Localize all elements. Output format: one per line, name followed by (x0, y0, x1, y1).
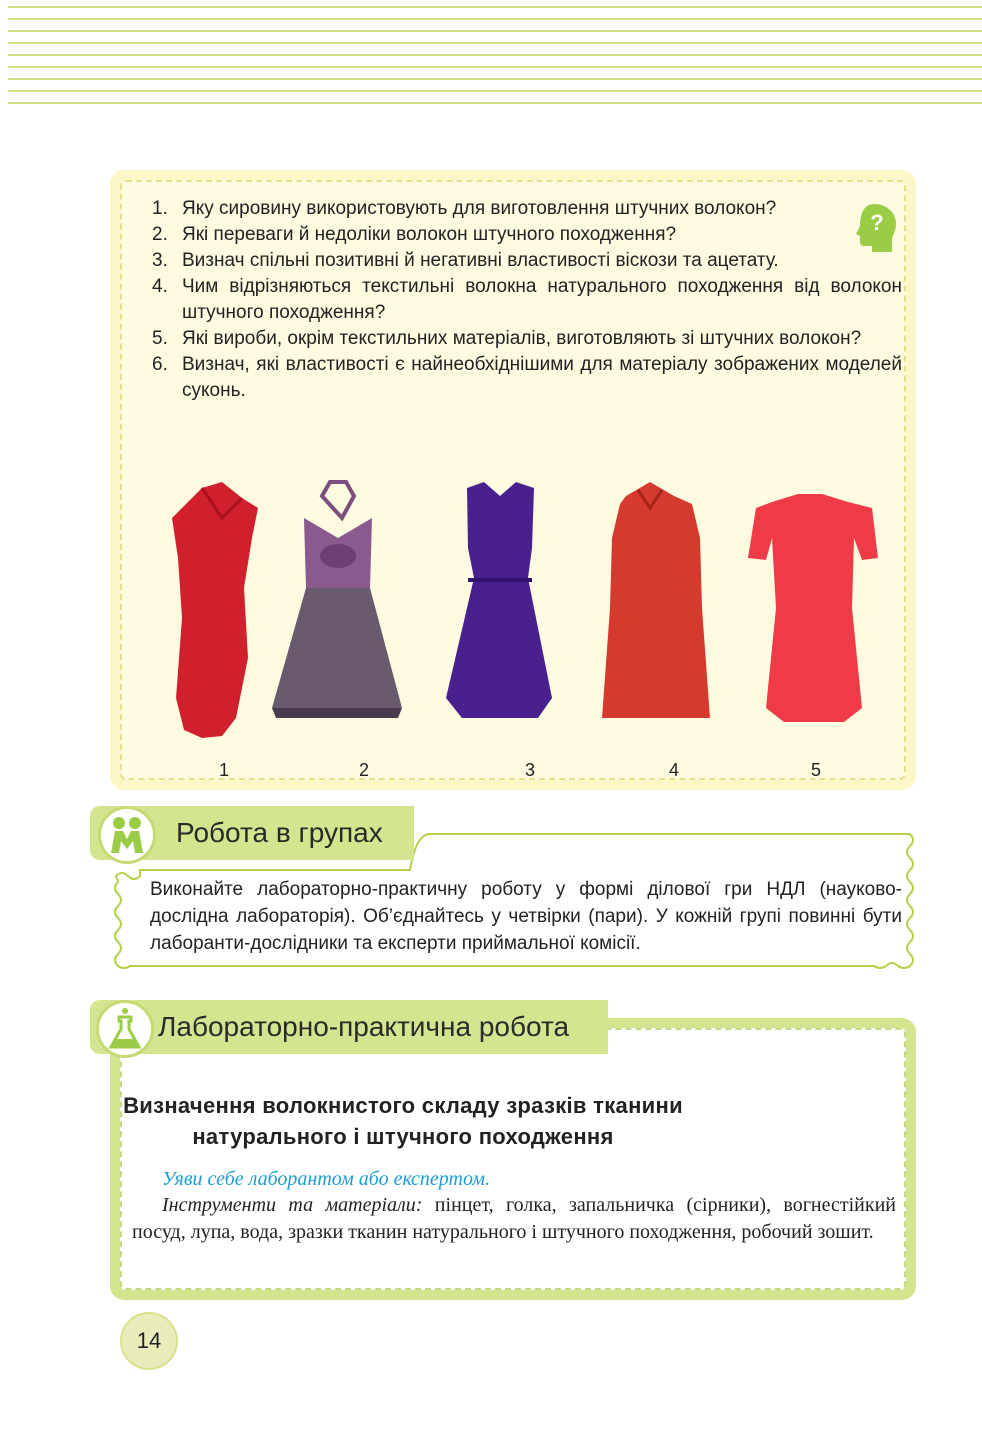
dress-2 (272, 482, 402, 718)
questions-box-inner (120, 180, 906, 780)
question-item: 2. Які переваги й недоліки волокон штучного походження? (152, 224, 677, 245)
question-head-icon (854, 202, 900, 254)
dress-number: 1 (218, 760, 229, 780)
header-lines (8, 0, 982, 108)
question-item: 4. Чим відрізняються текстильні волокна натурального походження від волокон штучного походження? (152, 276, 902, 323)
dress-number: 3 (524, 760, 535, 780)
question-item: 3. Визнач спільні позитивні й негативні властивості віскози та ацетату. (152, 250, 779, 271)
lab-work-heading: Визначення волокнистого складу зразків тканини натурального і штучного походження (123, 1093, 683, 1149)
dress-number: 5 (810, 760, 821, 780)
dress-3 (446, 482, 552, 718)
lab-work-box-inner (120, 1028, 906, 1290)
lab-work-tools: Інструменти та матеріали: пінцет, голка, запальничка (сірники), вогнестійкий посуд, лупа, вода, зразки тканин натурального і штучного походження, робочий зошит. (132, 1194, 897, 1243)
dress-4 (602, 482, 710, 718)
questions-box (110, 170, 916, 790)
questions-list (152, 196, 902, 404)
dress-number: 4 (668, 760, 679, 780)
flask-icon (96, 1000, 154, 1058)
group-people-icon (98, 806, 156, 864)
question-item: 1. Яку сировину використовують для виготовлення штучних волокон? (152, 198, 777, 219)
page-number: 14 (120, 1312, 178, 1370)
dress-1 (172, 482, 258, 738)
group-work-title: Робота в групах (176, 817, 383, 848)
dress-number: 2 (358, 760, 369, 780)
group-work-text: Виконайте лабораторно-практичну роботу у формі ділової гри НДЛ (науково-дослідна лабораторія). Об’єднайтесь у четвірки (пари). У кожній групі повинні бути лаборанти-дослідники та експерти приймальної комісії. (150, 879, 902, 954)
dresses-illustration (162, 478, 892, 758)
lab-work-intro: Уяви себе лаборантом або експертом. (162, 1168, 490, 1190)
lab-work-title: Лабораторно-практична робота (158, 1011, 570, 1042)
lab-work-box (110, 1018, 916, 1300)
dress-5 (748, 494, 878, 722)
svg-text:?: ? (870, 210, 884, 235)
question-item: 6. Визнач, які властивості є найнеобхіднішими для матеріалу зображених моделей суконь. (152, 354, 902, 401)
question-item: 5. Які вироби, окрім текстильних матеріалів, виготовляють зі штучних волокон? (152, 328, 862, 349)
